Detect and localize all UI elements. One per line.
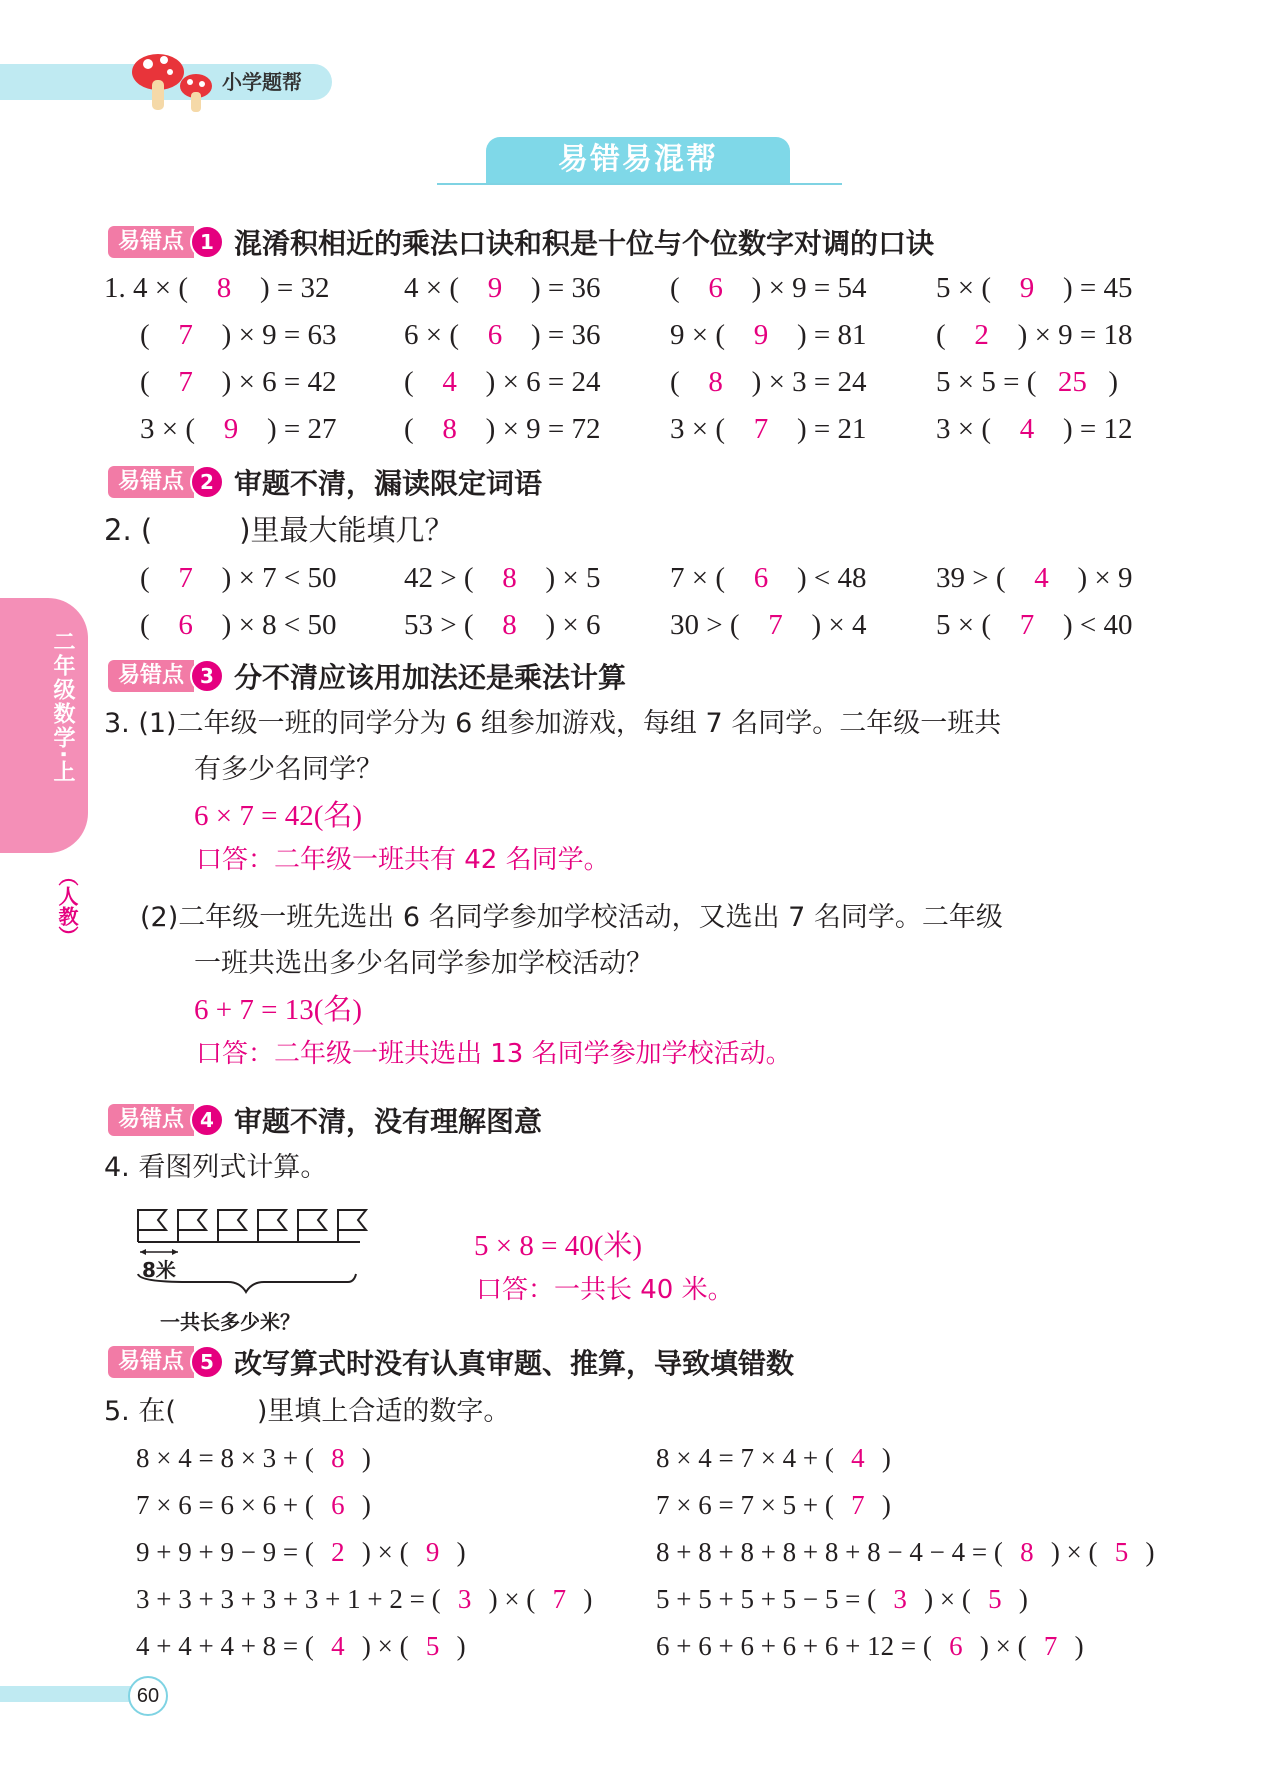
answer-value: 2 <box>974 319 989 351</box>
error-point-number: 5 <box>190 1345 224 1379</box>
answer-value: 9 <box>1019 272 1035 304</box>
equation-suffix: ) × 9 = 63 <box>221 319 337 351</box>
equation-text: 9 + 9 + 9 − 9 = ( <box>136 1537 314 1567</box>
brand-title: 小学题帮 <box>222 70 302 94</box>
side-tab-label: 二年级数学·上 <box>50 630 75 785</box>
answer-value: 6 <box>331 1490 345 1520</box>
error-point-tag: 易错点 <box>108 226 194 258</box>
equation-suffix: ) × 6 = 42 <box>221 366 337 398</box>
error-point-number: 1 <box>190 225 224 259</box>
equation <box>140 558 337 598</box>
equation-end: ) <box>1074 1631 1084 1661</box>
equation-suffix: ) × 9 = 54 <box>751 272 867 304</box>
answer-value: 8 <box>442 413 457 445</box>
equation-mid: ) × ( <box>488 1584 536 1614</box>
rewrite-equation <box>656 1532 1155 1572</box>
equation-suffix: ) = 21 <box>797 413 867 445</box>
answer-value: 6 <box>178 609 193 641</box>
error-point-title: 改写算式时没有认真审题、推算，导致填错数 <box>234 1347 795 1380</box>
answer-value: 6 <box>487 319 503 351</box>
answer-value: 9 <box>487 272 503 304</box>
equation-mid: ) <box>881 1490 891 1520</box>
equation <box>404 605 601 645</box>
error-point-title: 混淆积相近的乘法口诀和积是十位与个位数字对调的口诀 <box>234 227 935 260</box>
rewrite-equation <box>136 1626 466 1666</box>
equation-suffix: ) = 12 <box>1063 413 1133 445</box>
rewrite-equation <box>656 1626 1084 1666</box>
question-4-answer: 口答：一共长 40 米。 <box>476 1275 734 1305</box>
equation-prefix: 30 > ( <box>670 609 740 641</box>
equation <box>670 362 867 402</box>
equation <box>404 268 601 308</box>
question-2-prompt: 2. ( )里最大能填几？ <box>104 513 454 547</box>
error-point-title: 审题不清，没有理解图意 <box>234 1105 543 1138</box>
answer-value: 9 <box>753 319 769 351</box>
error-point-4 <box>108 1100 543 1138</box>
error-point-5 <box>108 1342 795 1380</box>
answer-value: 9 <box>425 1537 440 1567</box>
answer-value: 7 <box>851 1490 865 1520</box>
mushroom-logo-icon <box>128 46 220 116</box>
answer-value: 4 <box>442 366 457 398</box>
error-point-tag: 易错点 <box>108 1346 194 1378</box>
error-point-tag: 易错点 <box>108 660 194 692</box>
answer-value: 25 <box>1057 366 1087 398</box>
equation-suffix: ) <box>1108 366 1119 398</box>
equation-suffix: ) × 9 <box>1077 562 1133 594</box>
equation <box>670 558 867 598</box>
error-point-tag: 易错点 <box>108 466 194 498</box>
equation-end: ) <box>1018 1584 1028 1614</box>
answer-value: 8 <box>502 609 517 641</box>
question-5-prompt: 5. 在( )里填上合适的数字。 <box>104 1396 511 1427</box>
answer-value: 3 <box>457 1584 472 1614</box>
equation <box>404 558 601 598</box>
equation-suffix: ) × 5 <box>545 562 601 594</box>
equation-suffix: ) × 6 <box>545 609 601 641</box>
answer-value: 5 <box>988 1584 1002 1614</box>
equation-mid: ) <box>361 1490 371 1520</box>
equation-prefix: ( <box>404 366 414 398</box>
rewrite-equation <box>656 1438 891 1478</box>
equation-prefix: ( <box>140 366 150 398</box>
equation-text: 6 + 6 + 6 + 6 + 6 + 12 = ( <box>656 1631 932 1661</box>
equation-prefix: ( <box>936 319 946 351</box>
equation-prefix: ( <box>140 609 150 641</box>
equation-prefix: 1. 4 × ( <box>104 272 189 304</box>
rewrite-equation <box>656 1485 891 1525</box>
equation <box>140 605 337 645</box>
flag-icon <box>218 1210 246 1242</box>
equation-suffix: ) = 27 <box>267 413 337 445</box>
question-4-prompt: 4. 看图列式计算。 <box>104 1152 328 1183</box>
equation-suffix: ) = 45 <box>1063 272 1133 304</box>
equation <box>936 558 1133 598</box>
equation <box>936 409 1133 449</box>
equation-suffix: ) × 4 <box>811 609 867 641</box>
equation-prefix: 39 > ( <box>936 562 1006 594</box>
answer-value: 4 <box>331 1631 345 1661</box>
answer-value: 8 <box>708 366 723 398</box>
equation-end: ) <box>456 1537 466 1567</box>
answer-value: 5 <box>1114 1537 1129 1567</box>
error-point-1 <box>108 222 935 260</box>
answer-value: 7 <box>768 609 783 641</box>
equation <box>936 362 1118 402</box>
answer-value: 8 <box>331 1443 345 1473</box>
equation <box>936 268 1133 308</box>
equation-suffix: ) = 36 <box>531 272 601 304</box>
equation-suffix: ) × 9 = 72 <box>485 413 601 445</box>
rewrite-equation <box>136 1485 371 1525</box>
equation-mid: ) × ( <box>361 1631 409 1661</box>
equation-prefix: 53 > ( <box>404 609 474 641</box>
equation-prefix: 5 × 5 = ( <box>936 366 1037 398</box>
footer-band <box>0 1686 140 1702</box>
equation <box>670 605 867 645</box>
answer-value: 8 <box>502 562 517 594</box>
answer-value: 4 <box>851 1443 865 1473</box>
answer-value: 6 <box>708 272 723 304</box>
equation <box>404 362 601 402</box>
answer-value: 7 <box>178 319 193 351</box>
equation-mid: ) × ( <box>361 1537 409 1567</box>
flag-icon <box>298 1210 326 1242</box>
equation-suffix: ) × 8 < 50 <box>221 609 337 641</box>
equation-suffix: ) = 36 <box>531 319 601 351</box>
answer-value: 3 <box>893 1584 907 1614</box>
equation-mid: ) × ( <box>1050 1537 1098 1567</box>
equation <box>936 605 1133 645</box>
equation-text: 5 + 5 + 5 + 5 − 5 = ( <box>656 1584 877 1614</box>
equation-prefix: 5 × ( <box>936 609 992 641</box>
question-3-part2-answer: 口答：二年级一班共选出 13 名同学参加学校活动。 <box>196 1039 792 1069</box>
answer-value: 2 <box>331 1537 345 1567</box>
equation-prefix: 3 × ( <box>140 413 196 445</box>
equation-text: 7 × 6 = 7 × 5 + ( <box>656 1490 834 1520</box>
error-point-title: 审题不清，漏读限定词语 <box>234 467 543 500</box>
equation-prefix: 7 × ( <box>670 562 726 594</box>
question-4-calc: 5 × 8 = 40(米) <box>474 1230 643 1262</box>
equation-mid: ) <box>361 1443 371 1473</box>
rewrite-equation <box>136 1532 466 1572</box>
rewrite-equation <box>136 1438 371 1478</box>
error-point-title: 分不清应该用加法还是乘法计算 <box>234 661 627 694</box>
answer-value: 7 <box>178 366 193 398</box>
error-point-number: 4 <box>190 1103 224 1137</box>
answer-value: 7 <box>1019 609 1035 641</box>
equation-prefix: 42 > ( <box>404 562 474 594</box>
answer-value: 7 <box>552 1584 567 1614</box>
flag-icon <box>178 1210 206 1242</box>
question-3-part1-answer: 口答：二年级一班共有 42 名同学。 <box>196 845 610 875</box>
equation-text: 7 × 6 = 6 × 6 + ( <box>136 1490 314 1520</box>
equation-end: ) <box>456 1631 466 1661</box>
equation-prefix: ( <box>140 319 150 351</box>
equation-end: ) <box>1145 1537 1155 1567</box>
diagram-question: 一共长多少米？ <box>160 1310 300 1334</box>
equation <box>670 268 867 308</box>
answer-value: 4 <box>1019 413 1035 445</box>
answer-value: 6 <box>949 1631 963 1661</box>
answer-value: 7 <box>178 562 193 594</box>
equation <box>404 315 601 355</box>
equation <box>140 315 337 355</box>
equation <box>670 409 867 449</box>
page-number: 60 <box>128 1676 168 1716</box>
segment-length-label: 8米 <box>142 1258 176 1282</box>
equation-prefix: ( <box>140 562 150 594</box>
equation-suffix: ) × 7 < 50 <box>221 562 337 594</box>
equation-prefix: 3 × ( <box>670 413 726 445</box>
equation-prefix: ( <box>404 413 414 445</box>
answer-value: 8 <box>216 272 232 304</box>
equation <box>404 409 601 449</box>
equation-text: 8 + 8 + 8 + 8 + 8 + 8 − 4 − 4 = ( <box>656 1537 1003 1567</box>
question-3-part2-calc: 6 + 7 = 13(名) <box>194 994 363 1026</box>
equation <box>104 268 330 308</box>
equation-prefix: 9 × ( <box>670 319 726 351</box>
equation-text: 8 × 4 = 8 × 3 + ( <box>136 1443 314 1473</box>
banner-underline <box>437 183 842 185</box>
equation <box>936 315 1133 355</box>
equation-prefix: ( <box>670 272 680 304</box>
answer-value: 6 <box>753 562 769 594</box>
equation-text: 3 + 3 + 3 + 3 + 3 + 1 + 2 = ( <box>136 1584 441 1614</box>
question-3-part2-line1: (2)二年级一班先选出 6 名同学参加学校活动，又选出 7 名同学。二年级 <box>140 902 1003 933</box>
equation <box>140 409 337 449</box>
equation-suffix: ) × 3 = 24 <box>751 366 867 398</box>
section-banner: 易错易混帮 <box>486 137 790 183</box>
flag-icon <box>258 1210 286 1242</box>
equation-prefix: 5 × ( <box>936 272 992 304</box>
equation-mid: ) × ( <box>924 1584 971 1614</box>
equation-text: 4 + 4 + 4 + 8 = ( <box>136 1631 314 1661</box>
question-3-part1-calc: 6 × 7 = 42(名) <box>194 800 363 832</box>
question-3-part2-line2: 一班共选出多少名同学参加学校活动？ <box>194 948 653 979</box>
equation-prefix: 6 × ( <box>404 319 460 351</box>
equation-suffix: ) = 32 <box>260 272 330 304</box>
equation-suffix: ) = 81 <box>797 319 867 351</box>
rewrite-equation <box>136 1579 592 1619</box>
equation-suffix: ) × 6 = 24 <box>485 366 601 398</box>
rewrite-equation <box>656 1579 1028 1619</box>
answer-value: 7 <box>1043 1631 1058 1661</box>
equation-suffix: ) < 48 <box>797 562 867 594</box>
error-point-tag: 易错点 <box>108 1104 194 1136</box>
equation-prefix: 4 × ( <box>404 272 460 304</box>
side-tab-edition: （人教） <box>55 866 79 946</box>
flag-icon <box>138 1210 166 1242</box>
equation <box>670 315 867 355</box>
error-point-number: 3 <box>190 659 224 693</box>
equation-suffix: ) < 40 <box>1063 609 1133 641</box>
answer-value: 9 <box>223 413 239 445</box>
answer-value: 5 <box>425 1631 440 1661</box>
equation-mid: ) <box>881 1443 891 1473</box>
answer-value: 7 <box>753 413 769 445</box>
equation-end: ) <box>583 1584 593 1614</box>
equation-prefix: ( <box>670 366 680 398</box>
equation <box>140 362 337 402</box>
answer-value: 4 <box>1034 562 1049 594</box>
question-3-part1-line1: 3. (1)二年级一班的同学分为 6 组参加游戏，每组 7 名同学。二年级一班共 <box>104 708 1002 739</box>
equation-suffix: ) × 9 = 18 <box>1017 319 1133 351</box>
question-3-part1-line2: 有多少名同学？ <box>194 754 383 785</box>
equation-text: 8 × 4 = 7 × 4 + ( <box>656 1443 834 1473</box>
equation-mid: ) × ( <box>979 1631 1027 1661</box>
error-point-number: 2 <box>190 465 224 499</box>
equation-prefix: 3 × ( <box>936 413 992 445</box>
error-point-3 <box>108 656 627 694</box>
flag-icon <box>338 1210 366 1242</box>
answer-value: 8 <box>1020 1537 1034 1567</box>
error-point-2 <box>108 462 543 500</box>
